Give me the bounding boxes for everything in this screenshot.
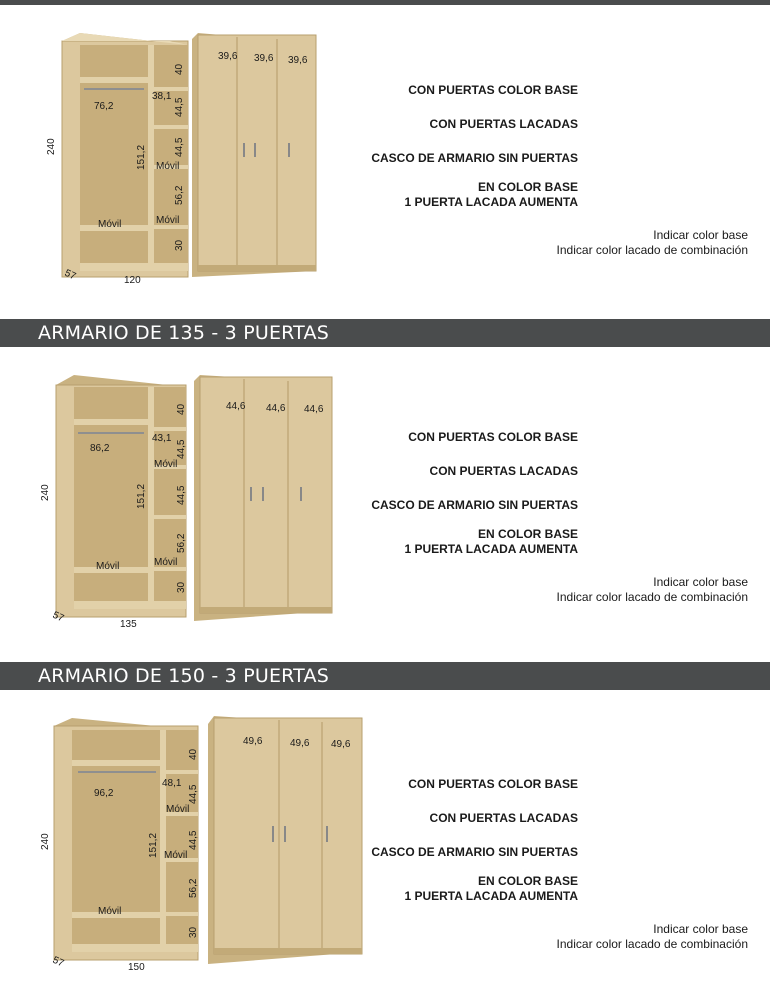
dim-shelf-b: 44,5 [188,830,199,850]
dim-shelf-small: 38,1 [152,91,172,102]
option-extra-2: 1 PUERTA LACADA AUMENTA [404,889,578,903]
wardrobe-section-150 [0,694,770,1002]
dim-height: 240 [40,833,51,850]
dim-shelf-a: 44,5 [188,784,199,804]
wardrobe-drawing [40,25,340,295]
movil-label-right-2: Móvil [154,557,178,568]
door-width-3: 39,6 [288,55,308,66]
dim-hang: 86,2 [90,443,110,454]
note-color-base: Indicar color base [653,922,748,936]
note-color-lacado: Indicar color lacado de combinación [556,937,748,951]
dim-shelf-c: 56,2 [188,878,199,898]
movil-label-right-1: Móvil [166,804,190,815]
wardrobe-drawing [36,712,366,982]
section-banner-150 [0,662,770,690]
open-wardrobe [40,718,199,973]
dim-height: 240 [40,484,51,501]
option-color-base: CON PUERTAS COLOR BASE [408,83,578,97]
wardrobe-drawing [36,369,346,639]
section-title: ARMARIO DE 135 - 3 PUERTAS [38,322,329,344]
dim-depth: 57 [50,954,66,970]
dim-width: 135 [120,619,137,630]
door-width-3: 49,6 [331,739,351,750]
door-width-1: 39,6 [218,51,238,62]
wardrobe-section-120 [0,0,770,310]
note-color-lacado: Indicar color lacado de combinación [556,590,748,604]
dim-shelf-bottom: 30 [188,926,199,938]
movil-label-left: Móvil [98,219,122,230]
movil-label-left: Móvil [98,906,122,917]
option-color-base: CON PUERTAS COLOR BASE [408,430,578,444]
door-width-2: 49,6 [290,738,310,749]
dim-shelf-b: 44,5 [174,137,185,157]
wardrobe-section-135 [0,347,770,662]
closed-wardrobe [192,33,316,277]
dim-width: 150 [128,962,145,973]
dim-shelf-b: 44,5 [176,485,187,505]
movil-label-right-2: Móvil [164,850,188,861]
note-color-lacado: Indicar color lacado de combinación [556,243,748,257]
option-lacadas: CON PUERTAS LACADAS [429,117,578,131]
dim-shelf-bottom: 30 [174,239,185,251]
dim-depth: 57 [62,267,78,283]
movil-label-right-2: Móvil [156,215,180,226]
open-wardrobe [40,375,187,630]
door-width-1: 44,6 [226,401,246,412]
dim-inner: 151,2 [148,832,159,858]
option-sin-puertas: CASCO DE ARMARIO SIN PUERTAS [371,151,578,165]
movil-label-right-1: Móvil [156,161,180,172]
closed-wardrobe [208,716,362,964]
option-lacadas: CON PUERTAS LACADAS [429,464,578,478]
dim-shelf-bottom: 30 [176,581,187,593]
option-extra-1: EN COLOR BASE [477,527,578,541]
dim-hang: 96,2 [94,788,114,799]
door-width-1: 49,6 [243,736,263,747]
note-color-base: Indicar color base [653,228,748,242]
option-extra-1: EN COLOR BASE [477,180,578,194]
closed-wardrobe [194,375,332,621]
dim-shelf-a: 44,5 [174,97,185,117]
option-extra-1: EN COLOR BASE [477,874,578,888]
movil-label-right-1: Móvil [154,459,178,470]
section-banner-135 [0,319,770,347]
option-sin-puertas: CASCO DE ARMARIO SIN PUERTAS [371,498,578,512]
dim-shelf-small: 48,1 [162,778,182,789]
option-extra-2: 1 PUERTA LACADA AUMENTA [404,542,578,556]
open-wardrobe [46,33,188,286]
dim-shelf-c: 56,2 [174,185,185,205]
option-sin-puertas: CASCO DE ARMARIO SIN PUERTAS [371,845,578,859]
door-width-2: 44,6 [266,403,286,414]
door-width-2: 39,6 [254,53,274,64]
dim-width: 120 [124,275,141,286]
option-extra-2: 1 PUERTA LACADA AUMENTA [404,195,578,209]
option-color-base: CON PUERTAS COLOR BASE [408,777,578,791]
dim-shelf-top: 40 [188,748,199,760]
dim-shelf-top: 40 [176,403,187,415]
note-color-base: Indicar color base [653,575,748,589]
section-title: ARMARIO DE 150 - 3 PUERTAS [38,665,329,687]
dim-depth: 57 [50,609,66,625]
option-lacadas: CON PUERTAS LACADAS [429,811,578,825]
movil-label-left: Móvil [96,561,120,572]
dim-shelf-c: 56,2 [176,533,187,553]
dim-height: 240 [46,138,57,155]
dim-inner: 151,2 [136,483,147,509]
dim-shelf-a: 44,5 [176,439,187,459]
dim-shelf-small: 43,1 [152,433,172,444]
dim-hang: 76,2 [94,101,114,112]
dim-shelf-top: 40 [174,63,185,75]
door-width-3: 44,6 [304,404,324,415]
dim-inner: 151,2 [136,144,147,170]
